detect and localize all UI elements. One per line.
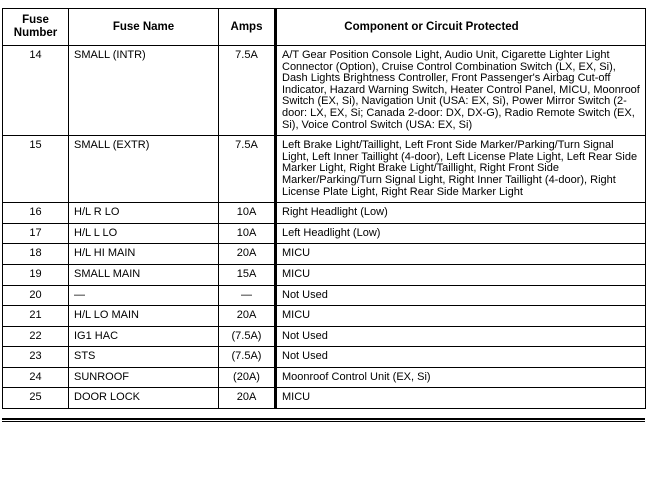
table-row xyxy=(3,388,646,409)
table-row xyxy=(3,244,646,265)
table-row xyxy=(3,326,646,347)
component-cell: Left Headlight (Low) xyxy=(276,223,646,244)
fuse-number-cell: 25 xyxy=(3,388,69,409)
table-header-row xyxy=(3,9,646,46)
fuse-number-cell: 19 xyxy=(3,264,69,285)
amps-cell: 10A xyxy=(219,203,276,224)
component-cell: MICU xyxy=(276,264,646,285)
fuse-name-cell: H/L L LO xyxy=(69,223,219,244)
table-row xyxy=(3,367,646,388)
fuse-number-cell: 24 xyxy=(3,367,69,388)
table-row xyxy=(3,264,646,285)
amps-cell: 10A xyxy=(219,223,276,244)
component-cell: MICU xyxy=(276,306,646,327)
amps-cell: (7.5A) xyxy=(219,326,276,347)
component-cell: Moonroof Control Unit (EX, Si) xyxy=(276,367,646,388)
table-row xyxy=(3,347,646,368)
amps-cell: 7.5A xyxy=(219,46,276,136)
page-bottom-rule-thick xyxy=(2,418,645,420)
fuse-name-cell: SUNROOF xyxy=(69,367,219,388)
fuse-name-cell: SMALL MAIN xyxy=(69,264,219,285)
table-row xyxy=(3,203,646,224)
header-fuse-name: Fuse Name xyxy=(69,9,219,46)
component-cell: Not Used xyxy=(276,347,646,368)
fuse-name-cell: STS xyxy=(69,347,219,368)
table-row xyxy=(3,306,646,327)
fuse-number-cell: 15 xyxy=(3,136,69,203)
component-cell: Left Brake Light/Taillight, Left Front Side Marker/Parking/Turn Signal Light, Left Inner Taillight (4-door), Left License Plate Light, Left Rear Side Marker Light, Right Brake Light/Taillight, Right Front Side Marker/Parking/Turn Signal Light, Right Inner Taillight (4-door), Right License Plate Light, Right Rear Side Marker Light xyxy=(276,136,646,203)
table-row xyxy=(3,136,646,203)
fuse-name-cell: — xyxy=(69,285,219,306)
fuse-number-cell: 17 xyxy=(3,223,69,244)
amps-cell: 20A xyxy=(219,306,276,327)
fuse-name-cell: SMALL (EXTR) xyxy=(69,136,219,203)
fuse-number-cell: 23 xyxy=(3,347,69,368)
fuse-number-cell: 14 xyxy=(3,46,69,136)
fuse-name-cell: H/L R LO xyxy=(69,203,219,224)
component-cell: MICU xyxy=(276,388,646,409)
table-row xyxy=(3,46,646,136)
fuse-number-cell: 22 xyxy=(3,326,69,347)
header-fuse-number: Fuse Number xyxy=(3,9,69,46)
fuse-number-cell: 21 xyxy=(3,306,69,327)
header-component: Component or Circuit Protected xyxy=(276,9,646,46)
component-cell: MICU xyxy=(276,244,646,265)
component-cell: Not Used xyxy=(276,285,646,306)
table-row xyxy=(3,223,646,244)
amps-cell: 20A xyxy=(219,244,276,265)
fuse-name-cell: H/L LO MAIN xyxy=(69,306,219,327)
table-row xyxy=(3,285,646,306)
component-cell: Right Headlight (Low) xyxy=(276,203,646,224)
amps-cell: (20A) xyxy=(219,367,276,388)
fuse-name-cell: H/L HI MAIN xyxy=(69,244,219,265)
header-amps: Amps xyxy=(219,9,276,46)
fuse-number-cell: 20 xyxy=(3,285,69,306)
amps-cell: (7.5A) xyxy=(219,347,276,368)
component-cell: Not Used xyxy=(276,326,646,347)
fuse-name-cell: IG1 HAC xyxy=(69,326,219,347)
page-bottom-rule-thin xyxy=(2,421,645,422)
fuse-table xyxy=(2,8,646,409)
amps-cell: 20A xyxy=(219,388,276,409)
amps-cell: 7.5A xyxy=(219,136,276,203)
fuse-number-cell: 18 xyxy=(3,244,69,265)
amps-cell: 15A xyxy=(219,264,276,285)
amps-cell: — xyxy=(219,285,276,306)
fuse-name-cell: DOOR LOCK xyxy=(69,388,219,409)
fuse-name-cell: SMALL (INTR) xyxy=(69,46,219,136)
fuse-number-cell: 16 xyxy=(3,203,69,224)
component-cell: A/T Gear Position Console Light, Audio Unit, Cigarette Lighter Light Connector (Option), Cruise Control Combination Switch (LX, EX, Si), Dash Lights Brightness Controller, Front Passenger's Airbag Cut-off Indicator, Hazard Warning Switch, Heater Control Panel, MICU, Moonroof Switch (EX, Si), Navigation Unit (USA: EX, Si), Power Mirror Switch (2-door: LX, EX, Si; Canada 2-door: DX, DX-G), Radio Remote Switch (EX, Si), Voice Control Switch (USA: EX, Si) xyxy=(276,46,646,136)
